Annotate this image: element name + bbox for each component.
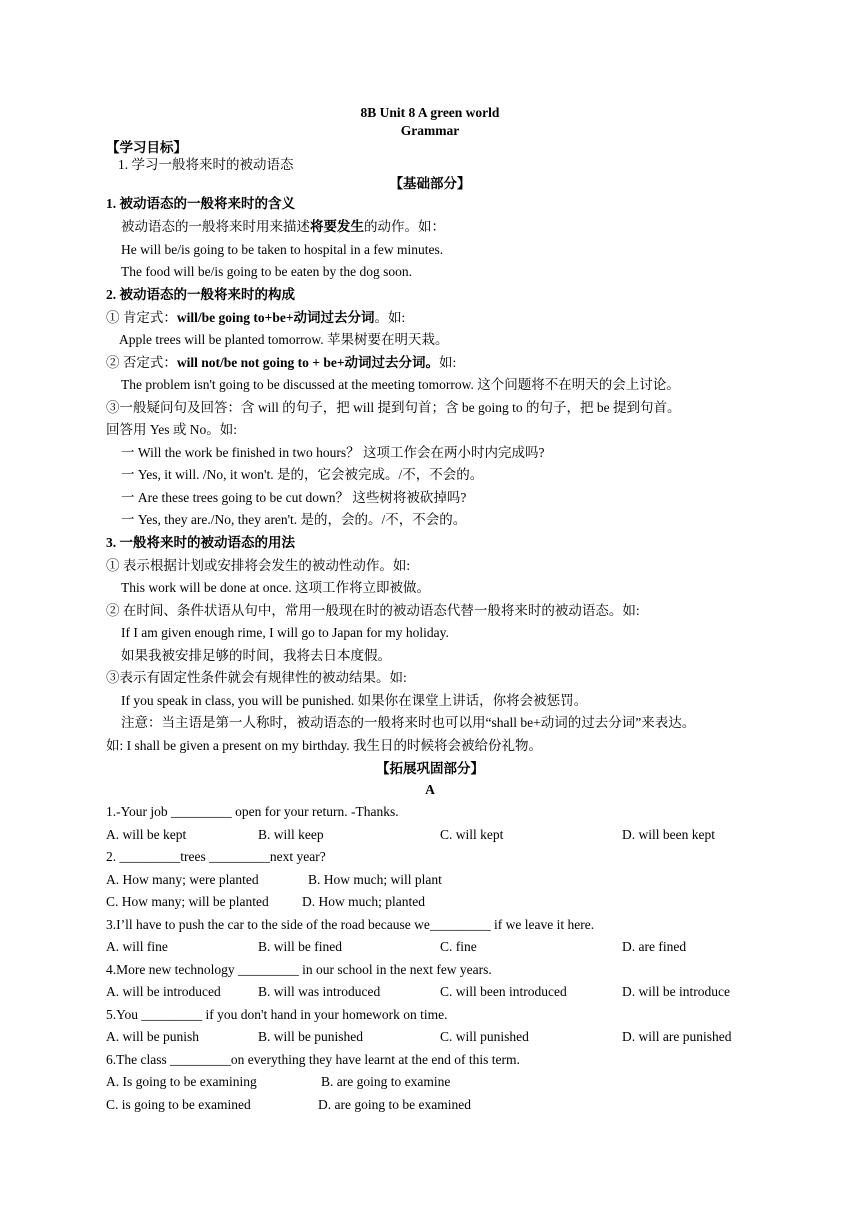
option-b: B. will keep [258,827,324,842]
example-sentence: 一 Yes, it will. /No, it won't. 是的，它会被完成。/不，不会的。 [121,467,484,482]
usage-rule: ③表示有固定性条件就会有规律性的被动结果。如: [106,670,407,685]
basic-heading: 【基础部分】 [389,176,471,191]
rule-label: ① 肯定式： [106,310,177,325]
rule-text: 。如: [374,310,406,325]
doc-subtitle: Grammar [400,123,460,138]
option-c: C. How many; will be planted [106,894,269,909]
example-sentence: This work will be done at once. 这项工作将立即被做。 [121,580,430,595]
note-example: 如: I shall be given a present on my birthday. 我生日的时候将会被给份礼物。 [106,738,542,753]
example-sentence: Apple trees will be planted tomorrow. 苹果树要在明天栽。 [119,332,449,347]
option-a: A. Is going to be examining [106,1074,257,1089]
rule-formula: will not/be not going to + be+动词过去分词。 [176,355,440,370]
desc-text: 被动语态的一般将来时用来描述 [121,219,310,234]
goals-heading: 【学习目标】 [106,140,187,155]
option-b: B. are going to examine [321,1074,451,1089]
option-c: C. will been introduced [440,984,567,999]
option-d: D. are going to be examined [318,1097,471,1112]
option-a: A. will be punish [106,1029,199,1044]
example-sentence: 一 Will the work be finished in two hours？ 这项工作会在两小时内完成吗? [121,445,545,460]
section-1-desc [121,218,445,235]
option-d: D. How much; planted [302,894,425,909]
desc-text: 的动作。如： [364,219,445,234]
option-c: C. will punished [440,1029,529,1044]
option-b: B. will be fined [258,939,342,954]
rule-formula: will/be going to+be+动词过去分词 [176,310,375,325]
option-b: B. will was introduced [258,984,381,999]
option-b: B. How much; will plant [308,872,442,887]
option-a: A. will fine [106,939,168,954]
part-label: A [425,782,435,797]
example-sentence: The food will be/is going to be eaten by the dog soon. [121,264,412,279]
example-sentence: If you speak in class, you will be punished. 如果你在课堂上讲话，你将会被惩罚。 [121,693,588,708]
example-sentence: 如果我被安排足够的时间，我将去日本度假。 [121,648,391,663]
goal-item: 1. 学习一般将来时的被动语态 [118,157,294,172]
question-stem: 6.The class _________on everything they have learnt at the end of this term. [106,1052,520,1067]
example-sentence: The problem isn't going to be discussed at the meeting tomorrow. 这个问题将不在明天的会上讨论。 [121,377,680,392]
option-d: D. will been kept [622,827,715,842]
question-rule-cont: 回答用 Yes 或 No。如: [106,422,238,437]
option-d: D. are fined [622,939,687,954]
example-sentence: 一 Are these trees going to be cut down？ 这些树将被砍掉吗? [121,490,467,505]
option-b: B. will be punished [258,1029,363,1044]
section-3-title: 3. 一般将来时的被动语态的用法 [106,535,295,550]
question-rule: ③一般疑问句及回答：含 will 的句子，把 will 提到句首；含 be going to 的句子，把 be 提到句首。 [106,400,681,415]
desc-emphasis: 将要发生 [310,219,364,234]
option-a: A. How many; were planted [106,872,259,887]
extension-heading: 【拓展巩固部分】 [376,761,484,776]
option-d: D. will are punished [622,1029,732,1044]
usage-rule: ② 在时间、条件状语从句中，常用一般现在时的被动语态代替一般将来时的被动语态。如: [106,603,640,618]
option-c: C. fine [440,939,477,954]
section-2-title: 2. 被动语态的一般将来时的构成 [106,287,295,302]
option-c: C. will kept [440,827,504,842]
example-sentence: 一 Yes, they are./No, they aren't. 是的，会的。/不，不会的。 [121,512,467,527]
doc-title: 8B Unit 8 A green world [360,105,500,120]
question-stem: 1.-Your job _________ open for your return. -Thanks. [106,804,399,819]
option-a: A. will be introduced [106,984,221,999]
usage-rule: ① 表示根据计划或安排将会发生的被动性动作。如: [106,558,411,573]
option-c: C. is going to be examined [106,1097,251,1112]
section-1-title: 1. 被动语态的一般将来时的含义 [106,196,295,211]
rule-label: ② 否定式： [106,355,177,370]
example-sentence: He will be/is going to be taken to hospital in a few minutes. [121,242,444,257]
option-a: A. will be kept [106,827,187,842]
question-stem: 3.I’ll have to push the car to the side of the road because we_________ if we leave it here. [106,917,595,932]
question-stem: 4.More new technology _________ in our school in the next few years. [106,962,492,977]
affirmative-rule [106,309,405,326]
example-sentence: If I am given enough rime, I will go to Japan for my holiday. [121,625,449,640]
option-d: D. will be introduce [622,984,730,999]
negative-rule [106,354,456,371]
rule-text: 如: [439,355,457,370]
note: 注意：当主语是第一人称时，被动语态的一般将来时也可以用“shall be+动词的过去分词”来表达。 [121,715,696,730]
question-stem: 5.You _________ if you don't hand in your homework on time. [106,1007,448,1022]
question-stem: 2. _________trees _________next year? [106,849,326,864]
